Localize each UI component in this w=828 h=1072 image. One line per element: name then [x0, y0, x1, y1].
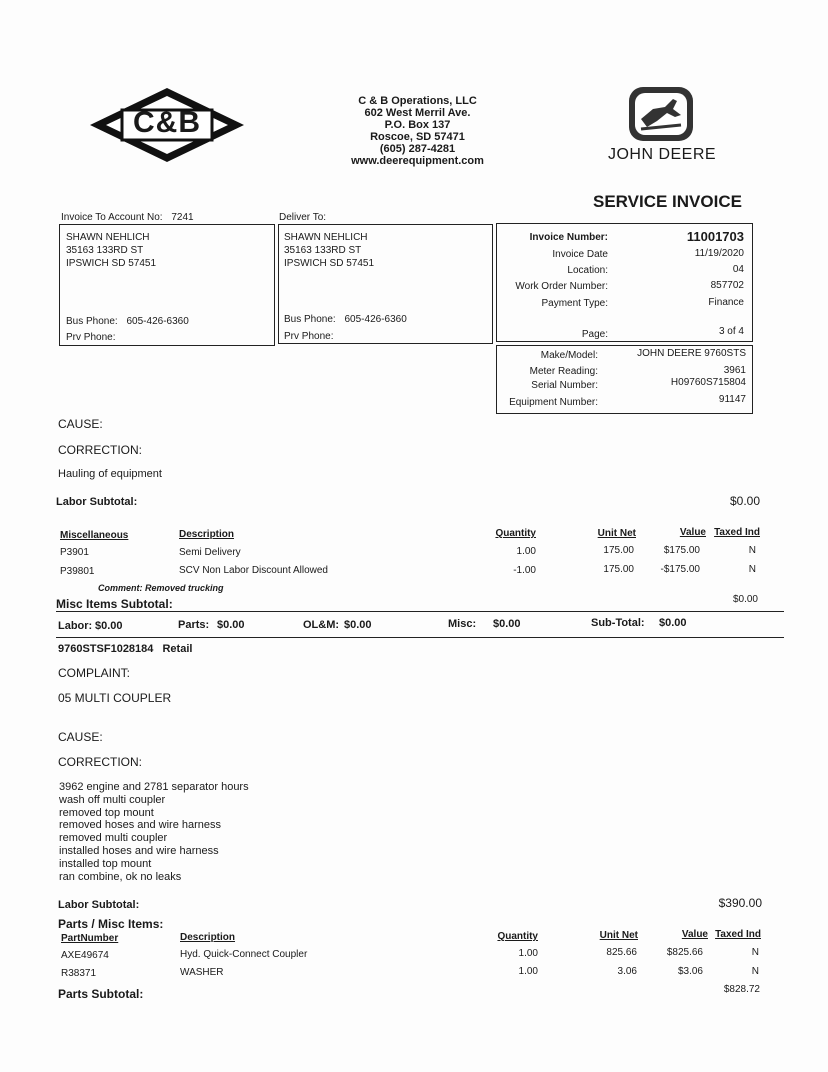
tot-labor-label: Labor: [58, 620, 93, 632]
s1-r1-desc: SCV Non Labor Discount Allowed [179, 565, 328, 576]
s2-h-part: PartNumber [61, 933, 119, 944]
s2-labor-value: $390.00 [718, 896, 762, 910]
company-web: www.deerequipment.com [351, 155, 484, 167]
s1-r1-unit: 175.00 [603, 564, 634, 575]
ship-name: SHAWN NEHLICH [284, 232, 368, 243]
s1-h-unit: Unit Net [597, 528, 636, 539]
s1-r1-taxed: N [748, 564, 756, 575]
s2-r1-code: R38371 [61, 968, 97, 979]
s1-h-desc: Description [179, 529, 235, 540]
inv-payment: Finance [708, 297, 744, 308]
inv-payment-label: Payment Type: [541, 298, 608, 309]
deer-logo-icon [627, 85, 695, 143]
s2-cause: CAUSE: [58, 730, 103, 744]
s2-note-1: wash off multi coupler [59, 793, 166, 806]
s1-r0-taxed: N [748, 545, 756, 556]
ship-to-box [278, 224, 493, 344]
s1-comment: Comment: Removed trucking [98, 583, 224, 593]
s1-r1-code: P39801 [60, 566, 95, 577]
logo-text: C&B [133, 106, 201, 139]
tot-sub: $0.00 [659, 617, 687, 629]
tot-parts: $0.00 [217, 619, 245, 631]
bill-name: SHAWN NEHLICH [66, 232, 150, 243]
eq-serial: H09760S715804 [670, 377, 746, 388]
s2-note-5: installed hoses and wire harness [59, 844, 219, 857]
s2-r0-value: $825.66 [666, 947, 703, 958]
eq-equip: 91147 [718, 394, 746, 405]
s2-notes [59, 781, 249, 883]
brand-name: JOHN DEERE [607, 146, 717, 163]
inv-date-label: Invoice Date [552, 249, 608, 260]
equipment-box [496, 345, 753, 414]
tot-labor: $0.00 [95, 620, 123, 632]
eq-serial-label: Serial Number: [531, 380, 598, 391]
s2-r0-qty: 1.00 [518, 948, 538, 959]
s1-note: Hauling of equipment [58, 468, 162, 480]
divider [56, 637, 784, 638]
eq-equip-label: Equipment Number: [509, 397, 598, 408]
invoice-title: SERVICE INVOICE [593, 192, 742, 211]
s2-note-7: ran combine, ok no leaks [59, 870, 182, 883]
ship-bus-label: Bus Phone: [284, 314, 336, 325]
divider [56, 611, 784, 612]
tot-misc: $0.00 [493, 618, 521, 630]
inv-page: 3 of 4 [718, 326, 744, 337]
s2-h-value: Value [681, 929, 708, 940]
eq-make-label: Make/Model: [540, 350, 598, 361]
s1-r1-value: -$175.00 [660, 564, 700, 575]
s1-r0-unit: 175.00 [603, 545, 634, 556]
company-address1: 602 West Merril Ave. [364, 107, 471, 119]
s1-h-qty: Quantity [495, 528, 536, 539]
s2-r1-value: $3.06 [677, 966, 703, 977]
s2-h-unit: Unit Net [599, 930, 638, 941]
s2-parts-value: $828.72 [723, 984, 760, 995]
s1-h-value: Value [679, 527, 706, 538]
tot-olm-label: OL&M: [303, 619, 340, 631]
tot-olm: $0.00 [344, 619, 372, 631]
inv-date: 11/19/2020 [694, 248, 744, 259]
s1-misc-value: $0.00 [732, 594, 758, 605]
s2-r1-desc: WASHER [180, 967, 224, 978]
s2-note-2: removed top mount [59, 806, 154, 819]
s2-note-6: installed top mount [59, 857, 152, 870]
ship-city: IPSWICH SD 57451 [284, 258, 375, 269]
s2-h-qty: Quantity [497, 931, 538, 942]
s1-r0-value: $175.00 [663, 545, 700, 556]
tot-parts-label: Parts: [178, 619, 210, 631]
s1-labor-value: $0.00 [729, 494, 760, 508]
company-phone: (605) 287-4281 [379, 143, 456, 155]
company-city: Roscoe, SD 57471 [370, 131, 465, 143]
account-number: 7241 [171, 212, 194, 223]
s1-r1-qty: -1.00 [513, 565, 536, 576]
inv-number: 11001703 [686, 229, 744, 244]
s2-r0-unit: 825.66 [606, 947, 637, 958]
tot-misc-label: Misc: [448, 618, 477, 630]
s1-misc-label: Misc Items Subtotal: [56, 597, 173, 611]
inv-location: 04 [732, 264, 744, 275]
s2-h-taxed: Taxed Ind [715, 929, 761, 940]
bill-street: 35163 133RD ST [66, 245, 144, 256]
company-name: C & B Operations, LLC [358, 95, 477, 107]
inv-number-label: Invoice Number: [529, 232, 608, 243]
bill-bus-phone: 605-426-6360 [126, 316, 189, 327]
account-line [61, 212, 194, 223]
s2-r0-taxed: N [751, 947, 759, 958]
s2-complaint: COMPLAINT: [58, 666, 131, 680]
ship-prv-label: Prv Phone: [284, 331, 334, 342]
inv-page-label: Page: [581, 329, 608, 340]
s2-parts-label: Parts Subtotal: [58, 987, 144, 1001]
bill-city: IPSWICH SD 57451 [66, 258, 157, 269]
s2-parts-title: Parts / Misc Items: [58, 917, 164, 931]
ship-bus-phone: 605-426-6360 [344, 314, 407, 325]
account-label: Invoice To Account No: [61, 212, 163, 223]
s2-job-code: 9760STSF1028184 [58, 643, 154, 655]
s1-r0-qty: 1.00 [516, 546, 536, 557]
inv-location-label: Location: [567, 265, 608, 276]
ship-street: 35163 133RD ST [284, 245, 362, 256]
s1-h-taxed: Taxed Ind [714, 527, 760, 538]
s2-header [58, 643, 192, 655]
eq-meter-label: Meter Reading: [529, 366, 598, 377]
s2-r1-qty: 1.00 [518, 966, 538, 977]
s2-labor-label: Labor Subtotal: [58, 899, 140, 911]
company-address2: P.O. Box 137 [384, 119, 451, 131]
cb-logo [88, 86, 246, 164]
s2-r1-unit: 3.06 [617, 966, 637, 977]
s2-job-type: Retail [162, 643, 193, 655]
s1-r0-code: P3901 [60, 547, 89, 558]
s2-note-0: 3962 engine and 2781 separator hours [59, 781, 249, 793]
s2-h-desc: Description [180, 932, 236, 943]
bill-prv-label: Prv Phone: [66, 332, 116, 343]
s2-correction: CORRECTION: [58, 755, 142, 769]
inv-wo: 857702 [710, 280, 744, 291]
inv-wo-label: Work Order Number: [515, 281, 608, 292]
eq-meter: 3961 [723, 365, 746, 376]
invoice-info-box [496, 223, 753, 342]
s2-r1-taxed: N [751, 966, 759, 977]
eq-make: JOHN DEERE 9760STS [637, 348, 746, 359]
s2-r0-code: AXE49674 [61, 950, 109, 961]
deliver-label: Deliver To: [279, 212, 327, 223]
s2-complaint-text: 05 MULTI COUPLER [58, 691, 172, 705]
bill-bus-label: Bus Phone: [66, 316, 118, 327]
s2-r0-desc: Hyd. Quick-Connect Coupler [180, 949, 308, 960]
s1-cause: CAUSE: [58, 417, 103, 431]
tot-sub-label: Sub-Total: [591, 617, 645, 629]
s1-h-misc: Miscellaneous [60, 530, 129, 541]
s1-r0-desc: Semi Delivery [179, 547, 241, 558]
s1-correction: CORRECTION: [58, 443, 142, 457]
s2-note-3: removed hoses and wire harness [59, 819, 222, 832]
s1-labor-label: Labor Subtotal: [56, 496, 138, 508]
company-address [330, 95, 505, 167]
bill-to-box [59, 224, 275, 346]
s2-note-4: removed multi coupler [59, 832, 168, 845]
